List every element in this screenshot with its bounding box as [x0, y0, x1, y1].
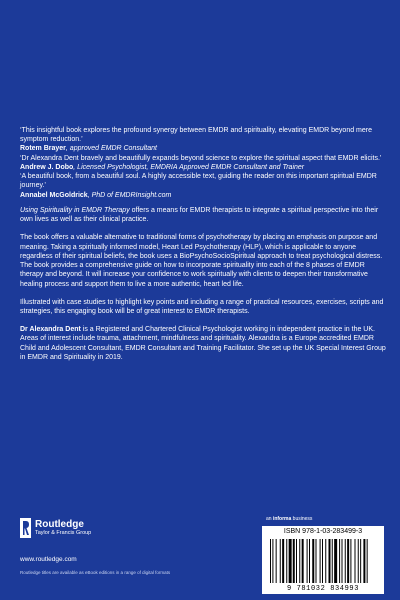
barcode-bar — [363, 539, 365, 583]
barcode-bar — [299, 539, 300, 583]
publisher-group: Taylor & Francis Group — [35, 529, 92, 536]
barcode-bar — [347, 539, 349, 583]
back-cover-text — [20, 126, 386, 371]
barcode-bar — [270, 539, 271, 583]
intro-text: offers a means for EMDR therapists to integrate a spiritual perspective into their own lives as well as their clinical practice. — [20, 206, 379, 224]
barcode-bar — [316, 539, 317, 583]
barcode-bar — [282, 539, 284, 583]
ebook-note: Routledge titles are available as eBook editions in a range of digital formats — [20, 570, 171, 575]
barcode-bar — [367, 539, 368, 583]
barcode-bar — [329, 539, 331, 583]
barcode-bar — [345, 539, 346, 583]
barcode-bar — [350, 539, 351, 583]
book-title: Using Spirituality in EMDR Therapy — [20, 206, 130, 214]
isbn-label: ISBN 978-1-03-283499-3 — [283, 528, 363, 535]
barcode-bar — [339, 539, 340, 583]
publisher-logo — [20, 518, 91, 538]
quote-author-role: , Licensed Psychologist, EMDRIA Approved EMDR Consultant and Trainer — [73, 163, 305, 171]
barcode-bar — [334, 539, 337, 583]
quote-author: Andrew J. Dobo — [20, 163, 74, 171]
author-name: Dr Alexandra Dent — [20, 326, 81, 334]
barcode-digits: 9 781032 834993 — [286, 585, 359, 593]
quote-text: ‘This insightful book explores the profound synergy between EMDR and spirituality, elevating EMDR beyond mere symptom reduction.’ — [20, 127, 372, 144]
quote-author-role: , PhD of EMDRInsight.com — [87, 191, 172, 199]
barcode-bar — [293, 539, 295, 583]
barcode-bar — [276, 539, 277, 583]
barcode-bar — [307, 539, 308, 583]
informa-business-tag: an informa business — [266, 516, 313, 522]
description-paragraph: The book offers a valuable alternative to traditional forms of psychotherapy by placing an emphasis on purpose and meaning. Taking a spiritually informed model, Heart Led Psychotherapy (HLP), which is applicable to anyone regardless of their spiritual beliefs, the book uses a BioPsychoSocioSpiritual approach to treat psychological distress. The book provides a comprehensive guide on how to incorporate spirituality into each of the 8 phases of EMDR therapy and beyond. It will increase your confidence to work spiritually with clients to deepen their transformative healing process and support them to live a more authentic, heart led life. — [20, 234, 383, 288]
endorsement-1 — [20, 126, 386, 154]
barcode-bar — [320, 539, 321, 583]
barcode-bar — [312, 539, 314, 583]
barcode — [262, 526, 384, 594]
barcode-bar — [360, 539, 361, 583]
barcode-bar — [355, 539, 356, 583]
barcode-bar — [302, 539, 304, 583]
author-bio — [20, 325, 386, 362]
description-paragraph-cases: Illustrated with case studies to highlight key points and including a range of practical resources, exercises, scripts and strategies, this engaging book will be of great interest to EMDR therapists. — [20, 298, 384, 315]
endorsement-3 — [20, 172, 386, 200]
publisher-name-block — [35, 520, 91, 537]
quote-author-role: , approved EMDR Consultant — [65, 145, 157, 153]
publisher-name: Routledge — [35, 518, 84, 530]
barcode-bar — [342, 539, 343, 583]
description-intro — [20, 206, 386, 224]
publisher-website: www.routledge.com — [20, 556, 77, 563]
barcode-bar — [322, 539, 323, 583]
barcode-bar — [280, 539, 281, 583]
barcode-bar — [296, 539, 297, 583]
barcode-bar — [289, 539, 292, 583]
author-bio-text: is a Registered and Chartered Clinical Psychologist working in independent practice in the UK. Areas of interest include trauma, attachment, mindfulness and spirituality. Alexandra is a Europe accredited EMDR Child and Adolescent Consultant, EMDR Consultant and Training Facilitator. She set up the UK Special Interest Group in EMDR and Spirituality in 2019. — [20, 326, 386, 361]
barcode-bar — [309, 539, 310, 583]
barcode-bars — [270, 539, 376, 583]
barcode-bar — [286, 539, 287, 583]
quote-text: ‘A beautiful book, from a beautiful soul. A highly accessible text, guiding the reader on this important spiritual EMDR journey.’ — [20, 173, 377, 190]
barcode-bar — [325, 539, 326, 583]
endorsement-2 — [20, 154, 386, 172]
barcode-bar — [358, 539, 359, 583]
quote-author: Rotem Brayer — [20, 145, 66, 153]
quote-author: Annabel McGoldrick — [20, 191, 88, 199]
quote-text: ‘Dr Alexandra Dent bravely and beautifully expands beyond science to explore the spiritual aspect that EMDR elicits.’ — [20, 154, 382, 162]
routledge-logo-icon — [20, 518, 31, 538]
barcode-bar — [332, 539, 333, 583]
barcode-bar — [272, 539, 273, 583]
